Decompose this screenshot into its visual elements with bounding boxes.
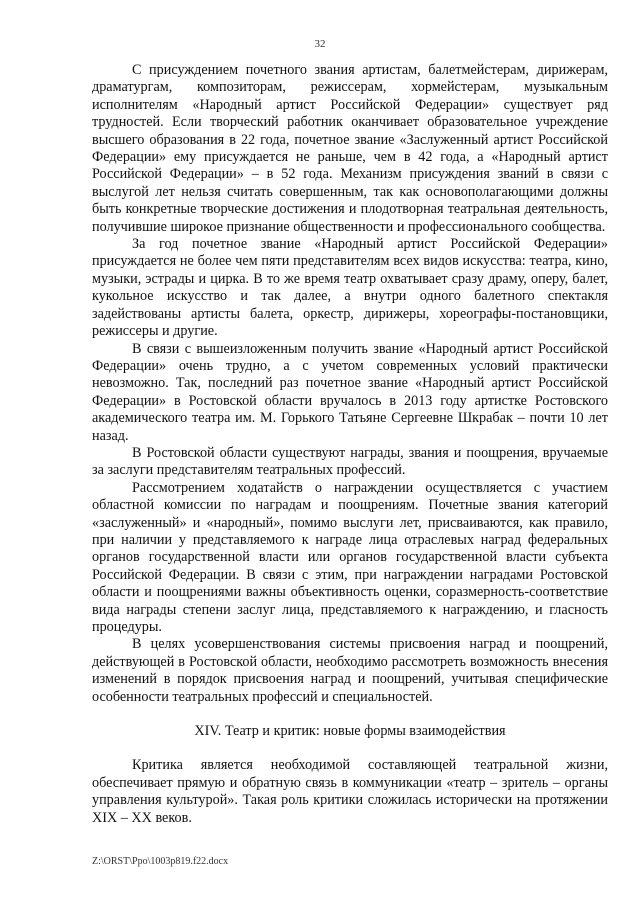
footer-file-path: Z:\ORST\Ppo\1003p819.f22.docx — [92, 856, 229, 867]
paragraph-5: Рассмотрением ходатайств о награждении осуществляется с участием областной комиссии по наградам и поощрениям. Почетные звания категорий «заслуженный» и «народный», помимо выслуги лет, присваиваются, как правило, при наличии у представляемого к награде лица отраслевых наград федеральных органов государственной власти или органов государственной власти субъекта Российской Федерации. В связи с этим, при награждении наградами Ростовской области и поощрениями важны объективность оценки, соразмерность-соответствие вида награды степени заслуг лица, представляемого к награждению, и гласность процедуры. — [92, 479, 608, 635]
paragraph-2: За год почетное звание «Народный артист Российской Федерации» присуждается не более чем пяти представителям всех видов искусства: театра, кино, музыки, эстрады и цирка. В то же время театр охватывает сразу драму, оперу, балет, кукольное искусство и так далее, а внутри одного балетного спектакля задействованы артисты балета, оркестр, дирижеры, хореографы-постановщики, режиссеры и другие. — [92, 236, 608, 340]
paragraph-6: В целях усовершенствования системы присвоения наград и поощрений, действующей в Ростовской области, необходимо рассмотреть возможность внесения изменений в порядок присвоения наград и поощрений, учитывая специфические особенности театральных профессий и специальностей. — [92, 636, 608, 705]
document-body — [92, 62, 608, 827]
section-heading: XIV. Театр и критик: новые формы взаимодействия — [194, 723, 506, 740]
paragraph-3: В связи с вышеизложенным получить звание «Народный артист Российской Федерации» очень трудно, а с учетом современных условий практически невозможно. Так, последний раз почетное звание «Народный артист Российской Федерации» в Ростовской области вручалось в 2013 году артистке Ростовского академического театра им. М. Горького Татьяне Сергеевне Шкрабак – почти 10 лет назад. — [92, 340, 608, 444]
paragraph-4: В Ростовской области существуют награды, звания и поощрения, вручаемые за заслуги представителям театральных профессий. — [92, 444, 608, 479]
paragraph-1: С присуждением почетного звания артистам, балетмейстерам, дирижерам, драматургам, композиторам, режиссерам, хормейстерам, музыкальным исполнителям «Народный артист Российской Федерации» существует ряд трудностей. Если творческий работник оканчивает образовательное учреждение высшего образования в 22 года, почетное звание «Заслуженный артист Российской Федерации» ему присуждается не раньше, чем в 42 года, а «Народный артист Российской Федерации» – в 52 года. Механизм присуждения званий в связи с выслугой лет нельзя считать совершенным, так как основополагающими должны быть конкретные творческие достижения и плодотворная театральная деятельность, получившие широкое признание общественности и профессионального сообщества. — [92, 62, 608, 235]
page-number: 32 — [314, 38, 326, 50]
paragraph-7: Критика является необходимой составляющей театральной жизни, обеспечивает прямую и обратную связь в коммуникации «театр – зритель – органы управления культурой». Такая роль критики сложилась исторически на протяжении XIX – XX веков. — [92, 757, 608, 826]
